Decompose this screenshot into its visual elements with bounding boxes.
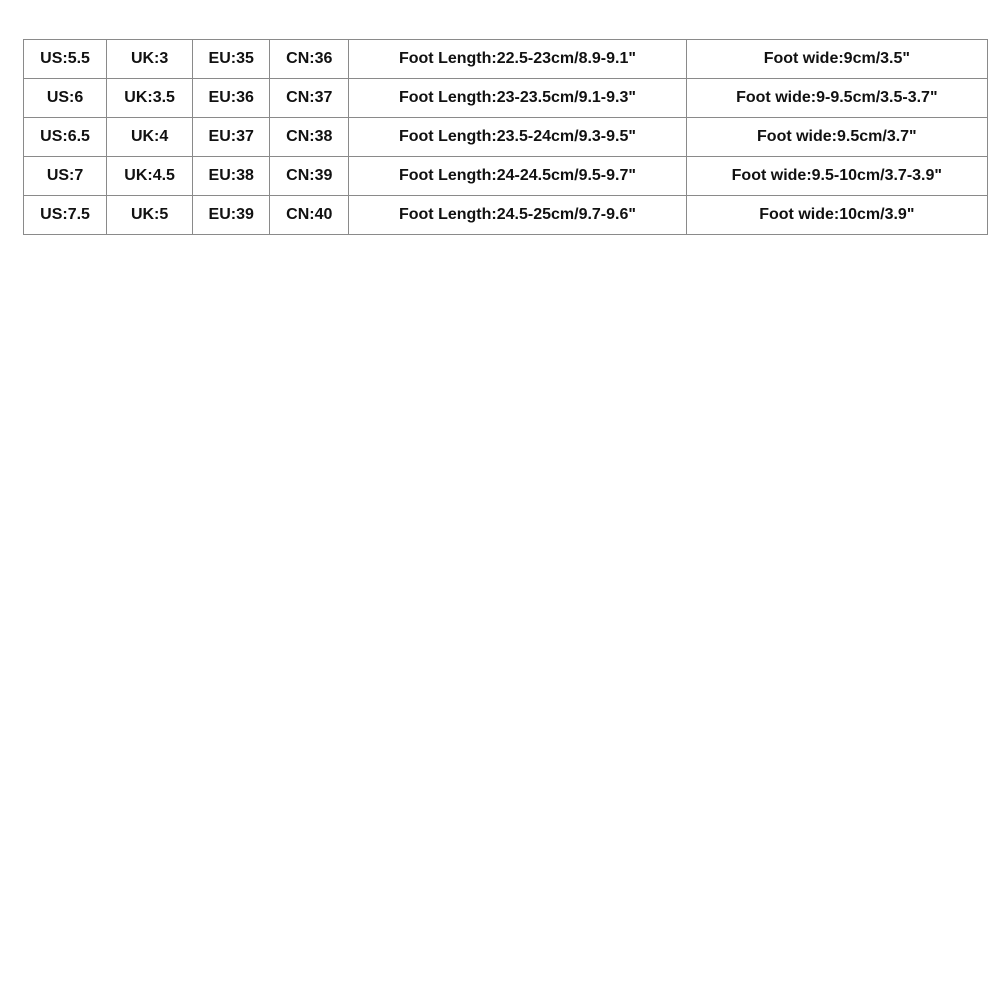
table-row xyxy=(24,157,988,196)
us-size-cell: US:5.5 xyxy=(24,40,107,79)
cn-size-cell: CN:40 xyxy=(270,196,349,235)
size-chart-table xyxy=(23,39,988,235)
foot-length-cell: Foot Length:23-23.5cm/9.1-9.3" xyxy=(349,79,686,118)
table-row xyxy=(24,79,988,118)
foot-length-cell: Foot Length:22.5-23cm/8.9-9.1" xyxy=(349,40,686,79)
foot-wide-cell: Foot wide:9.5-10cm/3.7-3.9" xyxy=(686,157,987,196)
foot-wide-cell: Foot wide:9.5cm/3.7" xyxy=(686,118,987,157)
foot-length-cell: Foot Length:24-24.5cm/9.5-9.7" xyxy=(349,157,686,196)
uk-size-cell: UK:4 xyxy=(107,118,193,157)
us-size-cell: US:7 xyxy=(24,157,107,196)
foot-length-cell: Foot Length:24.5-25cm/9.7-9.6" xyxy=(349,196,686,235)
uk-size-cell: UK:4.5 xyxy=(107,157,193,196)
eu-size-cell: EU:39 xyxy=(193,196,270,235)
table-row xyxy=(24,118,988,157)
foot-wide-cell: Foot wide:9cm/3.5" xyxy=(686,40,987,79)
cn-size-cell: CN:39 xyxy=(270,157,349,196)
eu-size-cell: EU:37 xyxy=(193,118,270,157)
uk-size-cell: UK:5 xyxy=(107,196,193,235)
cn-size-cell: CN:38 xyxy=(270,118,349,157)
table-row xyxy=(24,40,988,79)
uk-size-cell: UK:3.5 xyxy=(107,79,193,118)
cn-size-cell: CN:36 xyxy=(270,40,349,79)
eu-size-cell: EU:36 xyxy=(193,79,270,118)
foot-wide-cell: Foot wide:10cm/3.9" xyxy=(686,196,987,235)
foot-length-cell: Foot Length:23.5-24cm/9.3-9.5" xyxy=(349,118,686,157)
us-size-cell: US:6 xyxy=(24,79,107,118)
table-row xyxy=(24,196,988,235)
eu-size-cell: EU:35 xyxy=(193,40,270,79)
eu-size-cell: EU:38 xyxy=(193,157,270,196)
us-size-cell: US:7.5 xyxy=(24,196,107,235)
uk-size-cell: UK:3 xyxy=(107,40,193,79)
foot-wide-cell: Foot wide:9-9.5cm/3.5-3.7" xyxy=(686,79,987,118)
us-size-cell: US:6.5 xyxy=(24,118,107,157)
cn-size-cell: CN:37 xyxy=(270,79,349,118)
